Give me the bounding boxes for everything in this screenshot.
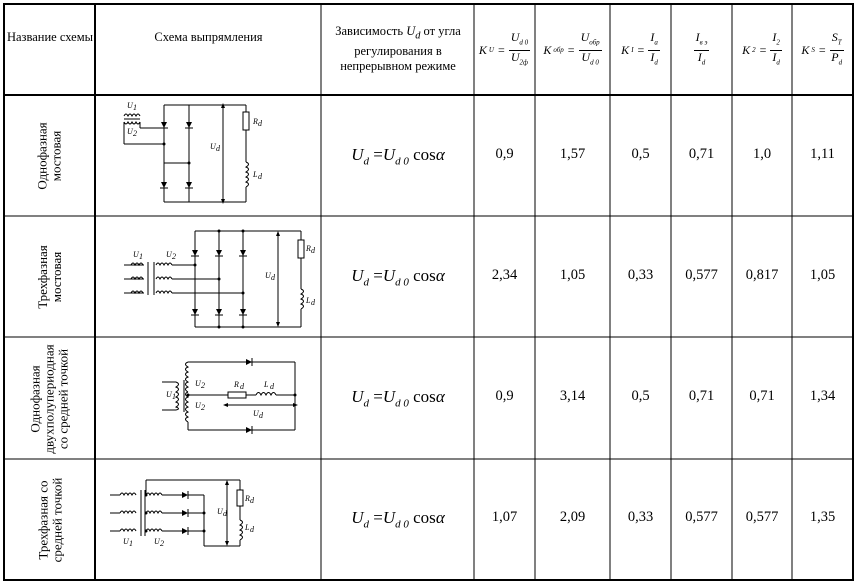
formula: $U_d =U_{d 0}$ cosα: [351, 387, 445, 410]
formula: $U_d =U_{d 0}$ cosα: [351, 144, 445, 168]
svg-text:L: L: [253, 170, 258, 179]
table-cell: 0,9: [495, 388, 514, 404]
table-cell: 0,817: [745, 266, 779, 283]
formula: $U_d =U_{d 0}$ cosα: [351, 508, 445, 531]
table-cell: 0,9: [495, 145, 514, 162]
svg-text:U: U: [127, 127, 133, 136]
row-name: Однофазная двухполупериодная со средней точкой: [28, 343, 71, 454]
svg-text:2: 2: [172, 252, 176, 261]
table-cell: 2,09: [559, 509, 586, 525]
svg-text:1: 1: [172, 392, 176, 401]
svg-text:R: R: [306, 244, 311, 253]
svg-text:2: 2: [201, 403, 205, 412]
svg-text:R: R: [253, 117, 258, 126]
svg-text:d: d: [240, 382, 244, 391]
svg-text:U: U: [217, 507, 223, 516]
table-cell: 0,71: [749, 388, 775, 404]
svg-text:d: d: [250, 496, 254, 505]
svg-text:d: d: [250, 525, 254, 534]
table-cell: 1,57: [559, 145, 586, 162]
svg-text:L: L: [245, 523, 250, 532]
svg-text:U: U: [265, 271, 271, 280]
header-coef: K I = $\frac{I_a}{I_d}$: [621, 30, 658, 66]
svg-text:1: 1: [129, 539, 133, 548]
svg-text:U: U: [195, 379, 201, 388]
header-coef: K S = $\frac{S_T}{P_d}$: [801, 30, 843, 66]
svg-text:U: U: [123, 537, 129, 546]
table-cell: 0,71: [688, 145, 715, 162]
table-cell: 0,5: [631, 145, 650, 162]
svg-text:L: L: [264, 380, 269, 389]
svg-text:U: U: [133, 250, 139, 259]
header-coef: K обр = $\frac{U_{обр}}{U_{d 0}}$: [543, 30, 600, 66]
svg-text:d: d: [258, 119, 262, 128]
svg-text:U: U: [253, 409, 259, 418]
table-cell: 1,0: [752, 145, 772, 162]
svg-text:U: U: [166, 250, 172, 259]
header-coef: K U = $\frac{U_{d 0}}{U_{2ф}}$: [478, 30, 529, 66]
svg-text:d: d: [223, 509, 227, 518]
table-cell: 1,05: [559, 266, 586, 283]
table-cell: 2,34: [491, 266, 518, 283]
row-name: Трехфазная мостовая: [35, 245, 64, 309]
svg-text:d: d: [311, 246, 315, 255]
table-cell: 0,71: [688, 388, 715, 404]
svg-text:d: d: [258, 172, 262, 181]
table-cell: 1,34: [809, 388, 836, 404]
svg-text:d: d: [270, 382, 274, 391]
svg-text:R: R: [234, 380, 239, 389]
svg-text:1: 1: [133, 103, 137, 112]
header-coef: $\frac{I_{в э}}{I_d}$: [695, 30, 708, 66]
table-cell: 0,33: [627, 509, 654, 525]
svg-text:U: U: [154, 537, 160, 546]
svg-text:U: U: [210, 142, 216, 151]
svg-text:2: 2: [160, 539, 164, 548]
table-cell: 1,05: [809, 266, 836, 283]
scheme-single-phase-center-tap: [96, 338, 321, 459]
svg-text:2: 2: [201, 381, 205, 390]
row-name: Однофазная мостовая: [34, 122, 64, 190]
svg-text:R: R: [245, 494, 250, 503]
table-cell: 3,14: [559, 388, 586, 404]
header-name: Название схемы: [6, 30, 94, 44]
svg-text:U: U: [166, 390, 172, 399]
svg-text:d: d: [259, 411, 263, 420]
scheme-three-phase-center-tap: [96, 460, 321, 579]
formula: $U_d =U_{d 0}$ cosα: [351, 265, 445, 289]
svg-text:2: 2: [133, 129, 137, 138]
table-cell: 0,33: [627, 266, 654, 283]
scheme-single-phase-bridge: [96, 96, 321, 216]
svg-text:L: L: [306, 296, 311, 305]
table-cell: 1,07: [491, 509, 518, 525]
svg-text:d: d: [216, 144, 220, 153]
header-coef: K 2 = $\frac{I_2}{I_d}$: [742, 30, 780, 66]
svg-text:1: 1: [139, 252, 143, 261]
table-cell: 0,5: [631, 388, 650, 404]
svg-text:d: d: [271, 273, 275, 282]
table-cell: 1,35: [809, 509, 836, 525]
table-cell: 0,577: [685, 266, 718, 283]
svg-text:U: U: [127, 101, 133, 110]
svg-text:d: d: [311, 298, 315, 307]
header-scheme: Схема выпрямления: [154, 30, 263, 44]
header-dependency: Зависимость $U_d$ от угла регулирования в непрерывном режиме: [335, 24, 461, 73]
table-cell: 1,11: [810, 145, 835, 162]
table-cell: 0,577: [685, 509, 718, 525]
scheme-three-phase-bridge: [96, 217, 321, 337]
table-cell: 0,577: [745, 509, 779, 525]
svg-text:U: U: [195, 401, 201, 410]
row-name: Трехфазная со средней точкой: [35, 477, 64, 562]
